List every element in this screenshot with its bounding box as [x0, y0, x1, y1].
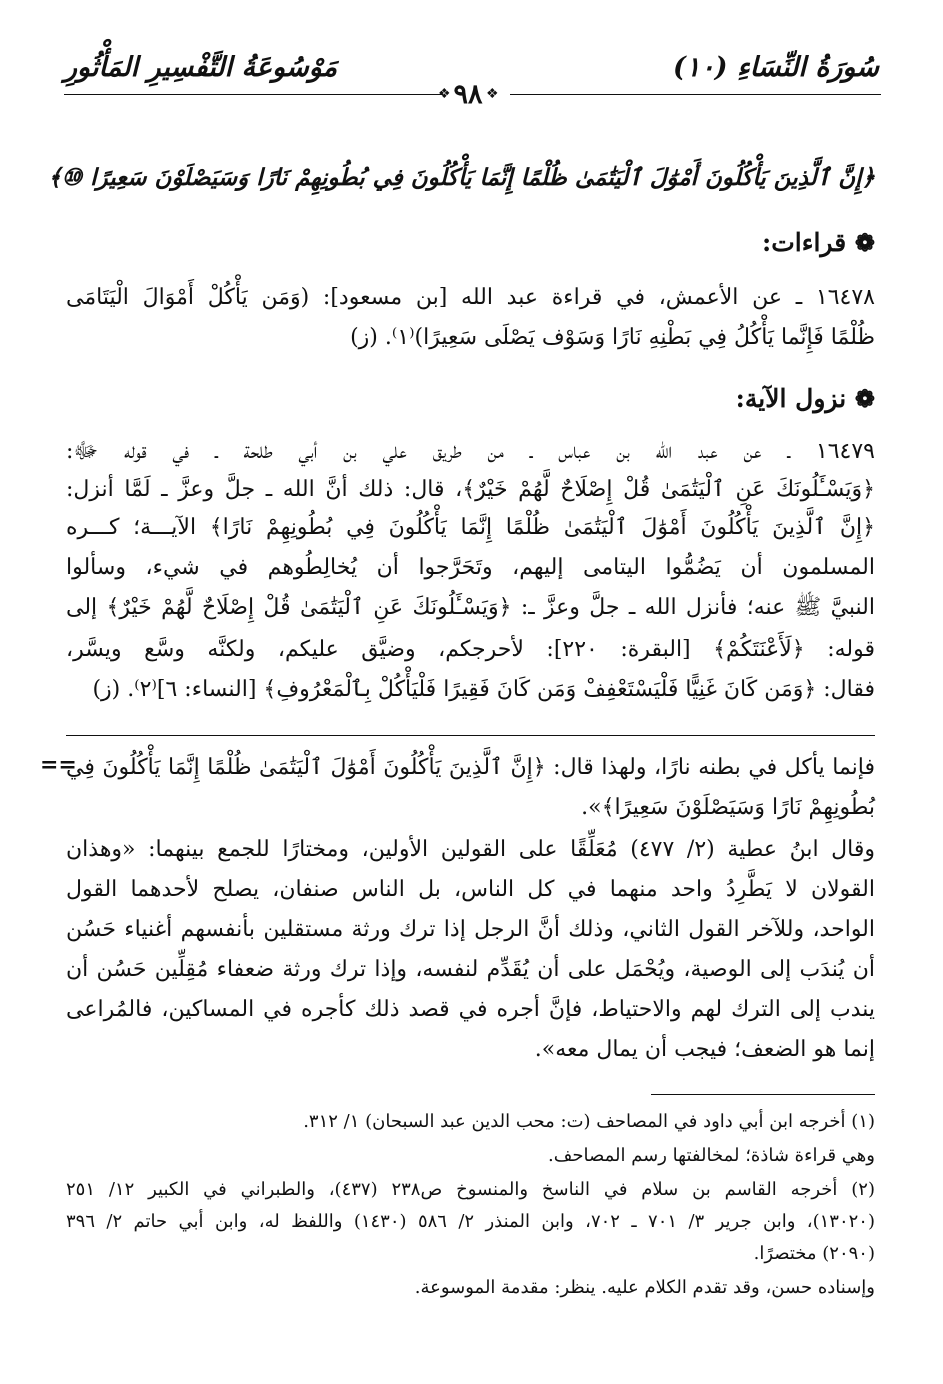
heading-text: قراءات: [762, 228, 847, 257]
footnote-line: (١) أخرجه ابن أبي داود في المصاحف (ت: محب الدين عبد السبحان) ١/ ٣١٢. [303, 1111, 875, 1132]
section-heading-readings [762, 228, 875, 257]
commentary-line: فإنما يأكل في بطنه نارًا، ولهذا قال: ﴿إِنَّ ٱلَّذِينَ يَأْكُلُونَ أَمْوَٰلَ ٱلْيَتَٰمَىٰ ظُلْمًا إِنَّمَا يَأْكُلُونَ فِي [66, 755, 875, 780]
footnote-line: (١٣٠٢٠)، وابن جرير ٣/ ٧٠١ ـ ٧٠٢، وابن المنذر ٢/ ٥٨٦ (١٤٣٠) واللفظ له، وابن أبي حاتم ٢/ ٣٩٦ [66, 1211, 875, 1232]
ornament-icon: ❖ [438, 86, 451, 102]
revelation-line: ﴿وَيَسْـَٔلُونَكَ عَنِ ٱلْيَتَٰمَىٰ قُلْ إِصْلَاحٌ لَّهُمْ خَيْرٌ﴾، قال: ذلك أنَّ الله ـ جلَّ وعزَّ ـ لَمَّا أنزل: [66, 477, 875, 502]
revelation-line: النبيَّ ﷺ عنه؛ فأنزل الله ـ جلَّ وعزَّ ـ: ﴿وَيَسْـَٔلُونَكَ عَنِ ٱلْيَتَٰمَىٰ قُلْ إِصْلَاحٌ لَّهُمْ خَيْرٌ﴾ إلى [66, 595, 875, 620]
section-divider [66, 735, 875, 736]
surah-title: سُورَةُ النِّسَاءِ (١٠) [672, 52, 879, 83]
section-heading-revelation [736, 384, 875, 413]
header-rule-left [64, 94, 443, 95]
page-number: ٩٨ [453, 79, 483, 110]
book-title: مَوْسُوعَةُ التَّفْسِيرِ المَأْثُورِ [64, 52, 338, 83]
commentary-line: إنما هو الضعف؛ فيجب أن يمال معه». [534, 1037, 875, 1062]
flower-ornament-icon: ❁ [854, 384, 875, 413]
revelation-line: المسلمون أن يَضُمُّوا اليتامى إليهم، وتَحَرَّجوا أن يُخالِطُوهم في شيء، وسألوا [66, 555, 875, 580]
continuation-marker: == [40, 752, 77, 778]
footnote-separator [651, 1094, 875, 1095]
header-rule-right [510, 94, 881, 95]
footnote-line: وهي قراءة شاذة؛ لمخالفتها رسم المصاحف. [548, 1145, 875, 1166]
commentary-line: يندب إلى الترك لهم والاحتياط، فإنَّ أجره في قصد ذلك كأجره في المساكين، فالمُراعى [66, 997, 875, 1022]
commentary-line: القولان لا يَطَّرِدُ واحد منهما في كل الناس، بل الناس صنفان، يصلح لأحدهما القول [66, 877, 875, 902]
readings-line: ١٦٤٧٨ ـ عن الأعمش، في قراءة عبد الله [بن مسعود]: (وَمَن يَأْكُلْ أَمْوَالَ الْيَتَامَى [66, 285, 875, 310]
commentary-line: أن يُندَب إلى الوصية، ويُحْمَل على أن يُقَدِّم لنفسه، وإذا ترك ورثة ضعفاء مُقِلِّين حَسُن أن [66, 957, 875, 982]
revelation-line: ﴿إِنَّ ٱلَّذِينَ يَأْكُلُونَ أَمْوَٰلَ ٱلْيَتَٰمَىٰ ظُلْمًا إِنَّمَا يَأْكُلُونَ فِي بُطُونِهِمْ نَارًا﴾ الآيـــة؛ كـــره [66, 515, 875, 540]
revelation-line: ١٦٤٧٩ ـ عن عبد الله بن عباس ـ من طريق علي بن أبي طلحة ـ في قوله ﷻ: [66, 439, 875, 464]
footnote-line: وإسناده حسن، وقد تقدم الكلام عليه. ينظر: مقدمة الموسوعة. [414, 1277, 875, 1298]
commentary-line: وقال ابنُ عطية (٢/ ٤٧٧) مُعَلِّقًا على القولين الأولين، ومختارًا للجمع بينهما: «وهذان [66, 837, 876, 862]
footnote-line: (٢٠٩٠) مختصرًا. [753, 1243, 875, 1264]
readings-line: ظُلْمًا فَإِنَّما يَأْكُلُ فِي بَطْنِهِ نَارًا وَسَوْف يَصْلَى سَعِيرًا)⁽١⁾. (ز) [350, 325, 875, 350]
revelation-line: قوله: ﴿لَأَعْنَتَكُمْ﴾ [البقرة: ٢٢٠]: لأحرجكم، وضيَّق عليكم، ولكنَّه وسَّع ويسَّر، [66, 637, 875, 662]
ornament-icon: ❖ [486, 86, 499, 102]
quran-verse: ﴿إِنَّ ٱلَّذِينَ يَأْكُلُونَ أَمْوَٰلَ ٱلْيَتَٰمَىٰ ظُلْمًا إِنَّمَا يَأْكُلُونَ فِي بُطُونِهِمْ نَارًا وَسَيَصْلَوْنَ سَعِيرًا ⑩﴾ [48, 164, 875, 191]
revelation-line: فقال: ﴿وَمَن كَانَ غَنِيًّا فَلْيَسْتَعْفِفْ وَمَن كَانَ فَقِيرًا فَلْيَأْكُلْ بِٱلْمَعْرُوفِ﴾ [النساء: ٦]⁽٢⁾. (ز) [92, 677, 875, 702]
heading-text: نزول الآية: [735, 384, 847, 413]
commentary-line: الواحد، وللآخر القول الثاني، وذلك أنَّ الرجل إذا ترك ورثة مستقلين بأنفسهم أغنياء حَسُن [66, 917, 875, 942]
flower-ornament-icon: ❁ [854, 228, 875, 257]
commentary-line: بُطُونِهِمْ نَارًا وَسَيَصْلَوْنَ سَعِيرًا﴾». [581, 795, 875, 820]
footnote-line: (٢) أخرجه القاسم بن سلام في الناسخ والمنسوخ ص٢٣٨ (٤٣٧)، والطبراني في الكبير ١٢/ ٢٥١ [66, 1179, 875, 1200]
